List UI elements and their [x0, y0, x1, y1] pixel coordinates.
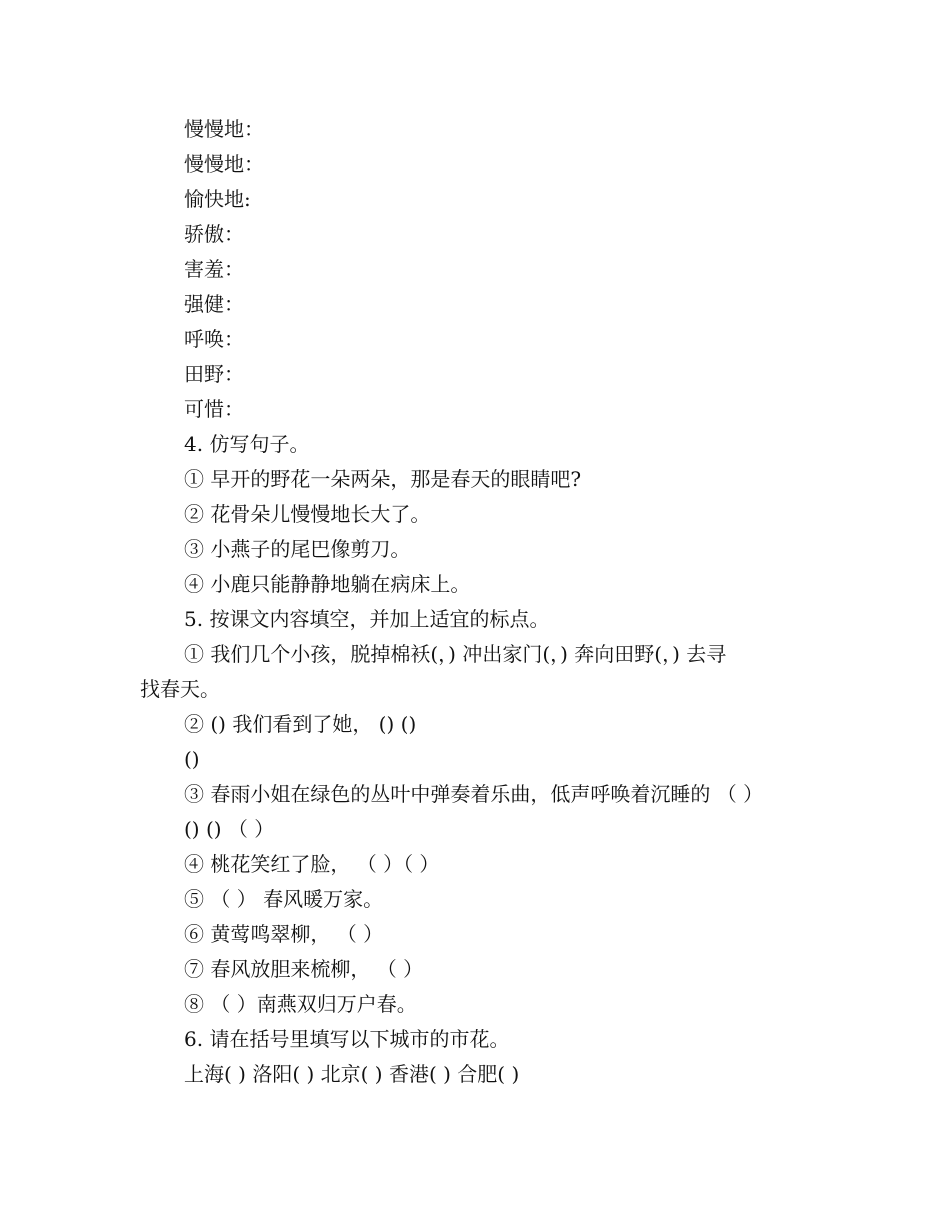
question-6-line: 上海( ) 洛阳( ) 北京( ) 香港( ) 合肥( ) [184, 1062, 520, 1086]
question-5-item: ① 我们几个小孩，脱掉棉袄(，) 冲出家门(，) 奔向田野(，) 去寻 [184, 642, 727, 666]
question-5-title: 5. 按课文内容填空，并加上适宜的标点。 [184, 607, 550, 631]
question-5-item: ⑥ 黄莺鸣翠柳， （ ） [184, 922, 384, 946]
question-5-item: ③ 春雨小姐在绿色的丛叶中弹奏着乐曲，低声呼唤着沉睡的 （ ） [184, 782, 764, 806]
vocab-line: 害羞： [184, 257, 244, 281]
vocab-line: 田野： [184, 362, 244, 386]
vocab-line: 慢慢地： [184, 152, 264, 176]
vocab-line: 慢慢地： [184, 117, 264, 141]
question-5-item: ⑤ （ ） 春风暖万家。 [184, 887, 384, 911]
question-4-item: ④ 小鹿只能静静地躺在病床上。 [184, 572, 471, 596]
question-5-item-continued: () () （ ） [184, 817, 275, 841]
question-5-item-continued: 找春天。 [140, 677, 220, 701]
question-5-item: ② () 我们看到了她， () () [184, 712, 417, 736]
document-page [0, 112, 950, 1092]
vocab-line: 强健： [184, 292, 244, 316]
vocab-line: 可惜： [184, 397, 244, 421]
question-5-item: ⑧ （ ）南燕双归万户春。 [184, 992, 417, 1016]
question-4-item: ① 早开的野花一朵两朵，那是春天的眼睛吧? [184, 467, 582, 491]
question-6-title: 6. 请在括号里填写以下城市的市花。 [184, 1027, 510, 1051]
vocab-line: 愉快地: [184, 187, 251, 211]
question-5-item: ⑦ 春风放胆来梳柳， （ ） [184, 957, 424, 981]
question-5-item-continued: () [184, 747, 200, 771]
question-5-item: ④ 桃花笑红了脸， （ ）（ ） [184, 852, 440, 876]
vocab-line: 骄傲： [184, 222, 244, 246]
question-4-item: ② 花骨朵儿慢慢地长大了。 [184, 502, 431, 526]
vocab-line: 呼唤： [184, 327, 244, 351]
question-4-item: ③ 小燕子的尾巴像剪刀。 [184, 537, 411, 561]
question-4-title: 4. 仿写句子。 [184, 432, 310, 456]
